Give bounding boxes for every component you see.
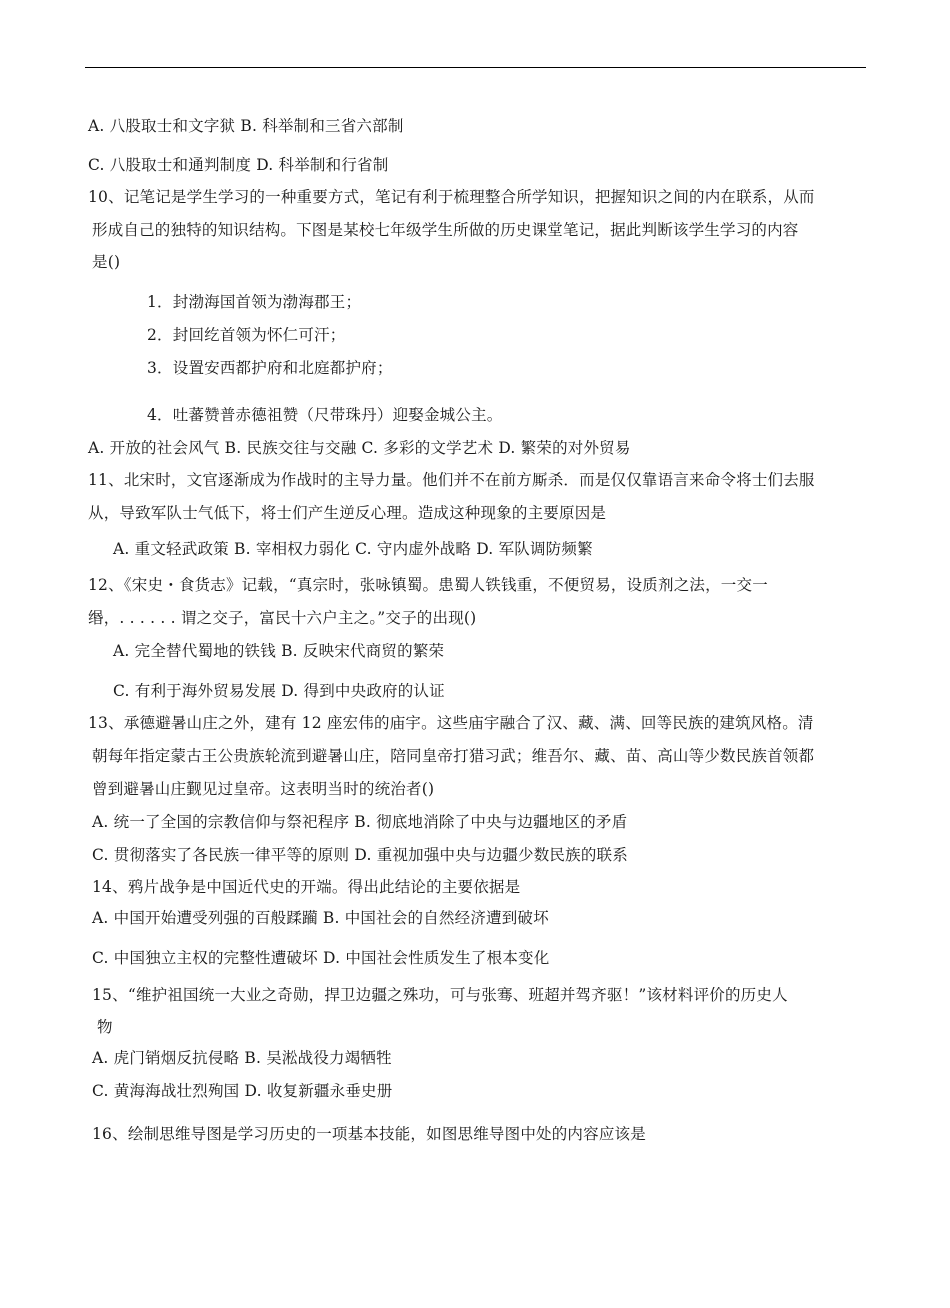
q14-options-line-1: A. 中国开始遭受列强的百般蹂躏 B. 中国社会的自然经济遭到破坏 xyxy=(92,909,549,927)
q13-options-line-1: A. 统一了全国的宗教信仰与祭祀程序 B. 彻底地消除了中央与边疆地区的矛盾 xyxy=(92,813,628,831)
q10-note-1: 1．封渤海国首领为渤海郡王； xyxy=(147,293,362,311)
q10-stem-line-3: 是() xyxy=(92,253,121,271)
q13-stem-line-3: 曾到避暑山庄觐见过皇帝。这表明当时的统治者() xyxy=(92,780,435,798)
q9-options-line-2: C. 八股取士和通判制度 D. 科举制和行省制 xyxy=(88,156,389,174)
q10-note-2: 2．封回纥首领为怀仁可汗； xyxy=(147,326,346,344)
q15-options-line-1: A. 虎门销烟反抗侵略 B. 吴淞战役力竭牺牲 xyxy=(92,1049,392,1067)
q13-options-line-2: C. 贯彻落实了各民族一律平等的原则 D. 重视加强中央与边疆少数民族的联系 xyxy=(92,846,628,864)
q12-stem-line-1: 12、《宋史・食货志》记载，“真宗时，张咏镇蜀。患蜀人铁钱重，不便贸易，设质剂之法，一交一 xyxy=(88,576,768,594)
q15-stem-line-1: 15、“维护祖国统一大业之奇勋，捍卫边疆之殊功，可与张骞、班超并驾齐驱！”该材料评价的历史人 xyxy=(92,986,788,1004)
q12-stem-line-2: 缗，. . . . . . 谓之交子，富民十六户主之。”交子的出现() xyxy=(88,609,477,627)
q10-stem-line-2: 形成自己的独特的知识结构。下图是某校七年级学生所做的历史课堂笔记，据此判断该学生学习的内容 xyxy=(92,221,799,239)
q10-stem-line-1: 10、记笔记是学生学习的一种重要方式，笔记有利于梳理整合所学知识，把握知识之间的内在联系，从而 xyxy=(88,188,815,206)
q15-stem-line-2: 物 xyxy=(97,1018,113,1036)
q11-options: A. 重文轻武政策 B. 宰相权力弱化 C. 守内虚外战略 D. 军队调防频繁 xyxy=(113,540,593,558)
q11-stem-line-2: 从，导致军队士气低下，将士们产生逆反心理。造成这种现象的主要原因是 xyxy=(88,504,607,522)
q16-stem: 16、绘制思维导图是学习历史的一项基本技能，如图思维导图中处的内容应该是 xyxy=(92,1125,646,1143)
q11-stem-line-1: 11、北宋时，文官逐渐成为作战时的主导力量。他们并不在前方厮杀．而是仅仅靠语言来命令将士们去服 xyxy=(88,471,815,489)
q13-stem-line-2: 朝每年指定蒙古王公贵族轮流到避暑山庄，陪同皇帝打猎习武；维吾尔、藏、苗、高山等少数民族首领都 xyxy=(92,747,815,765)
q12-options-line-2: C. 有利于海外贸易发展 D. 得到中央政府的认证 xyxy=(113,682,445,700)
q14-options-line-2: C. 中国独立主权的完整性遭破坏 D. 中国社会性质发生了根本变化 xyxy=(92,949,550,967)
q13-stem-line-1: 13、承德避暑山庄之外，建有 12 座宏伟的庙宇。这些庙宇融合了汉、藏、满、回等民族的建筑风格。清 xyxy=(88,714,814,732)
q12-options-line-1: A. 完全替代蜀地的铁钱 B. 反映宋代商贸的繁荣 xyxy=(113,642,445,660)
q10-note-3: 3．设置安西都护府和北庭都护府； xyxy=(147,359,393,377)
q10-options: A. 开放的社会风气 B. 民族交往与交融 C. 多彩的文学艺术 D. 繁荣的对外贸易 xyxy=(88,439,631,457)
header-rule xyxy=(85,67,866,68)
q10-note-4: 4．吐蕃赞普赤德祖赞（尺带珠丹）迎娶金城公主。 xyxy=(147,406,503,424)
q14-stem: 14、鸦片战争是中国近代史的开端。得出此结论的主要依据是 xyxy=(92,878,521,896)
q9-options-line-1: A. 八股取士和文字狱 B. 科举制和三省六部制 xyxy=(88,117,404,135)
q15-options-line-2: C. 黄海海战壮烈殉国 D. 收复新疆永垂史册 xyxy=(92,1082,393,1100)
